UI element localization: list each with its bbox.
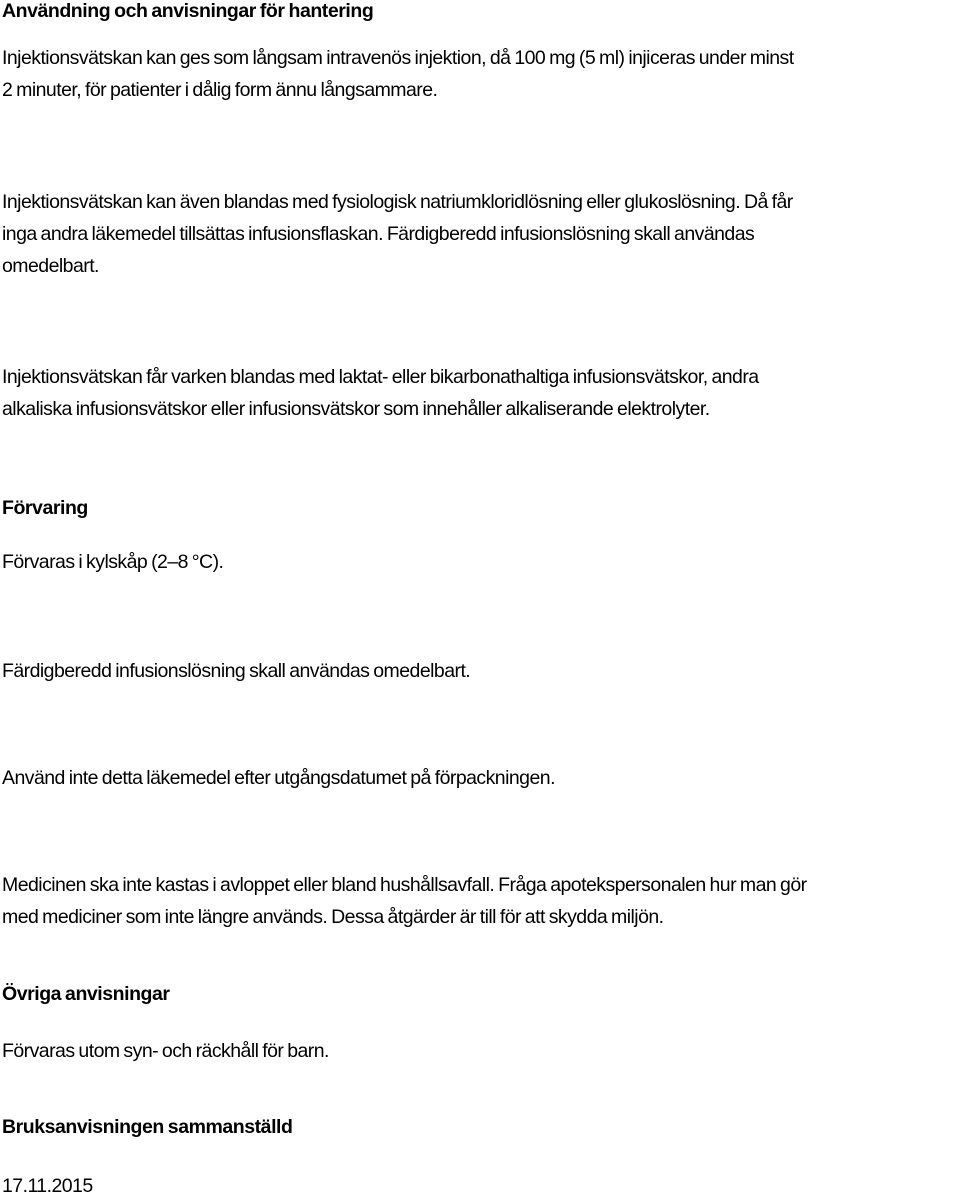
paragraph-line: omedelbart. (2, 255, 99, 277)
paragraph-line: alkaliska infusionsvätskor eller infusionsvätskor som innehåller alkaliserande elektrolyter. (2, 398, 710, 420)
paragraph-injection-rate (2, 42, 794, 106)
paragraph-line: Injektionsvätskan kan ges som långsam intravenös injektion, då 100 mg (5 ml) injiceras under minst (2, 47, 794, 69)
compiled-date: 17.11.2015 (2, 1175, 93, 1197)
paragraph-mixing (2, 186, 793, 282)
heading-other-instructions: Övriga anvisningar (2, 983, 170, 1005)
heading-handling: Användning och anvisningar för hantering (2, 0, 374, 22)
paragraph-keep-from-children: Förvaras utom syn- och räckhåll för barn. (2, 1040, 329, 1062)
paragraph-disposal (2, 869, 807, 933)
paragraph-incompatibilities (2, 361, 759, 425)
paragraph-storage-temp: Förvaras i kylskåp (2–8 °C). (2, 551, 224, 573)
paragraph-line: Injektionsvätskan kan även blandas med fysiologisk natriumkloridlösning eller glukoslösning. Då får (2, 191, 793, 213)
paragraph-line: inga andra läkemedel tillsättas infusionsflaskan. Färdigberedd infusionslösning skall användas (2, 223, 755, 245)
paragraph-line: med mediciner som inte längre används. Dessa åtgärder är till för att skydda miljön. (2, 906, 664, 928)
paragraph-line: 2 minuter, för patienter i dålig form ännu långsammare. (2, 79, 438, 101)
paragraph-line: Medicinen ska inte kastas i avloppet eller bland hushållsavfall. Fråga apotekspersonalen hur man gör (2, 874, 807, 896)
paragraph-expiry: Använd inte detta läkemedel efter utgångsdatumet på förpackningen. (2, 767, 555, 789)
heading-compiled: Bruksanvisningen sammanställd (2, 1116, 293, 1138)
heading-storage: Förvaring (2, 497, 88, 519)
paragraph-line: Injektionsvätskan får varken blandas med laktat- eller bikarbonathaltiga infusionsvätskor, andra (2, 366, 759, 388)
paragraph-use-immediately: Färdigberedd infusionslösning skall användas omedelbart. (2, 660, 471, 682)
